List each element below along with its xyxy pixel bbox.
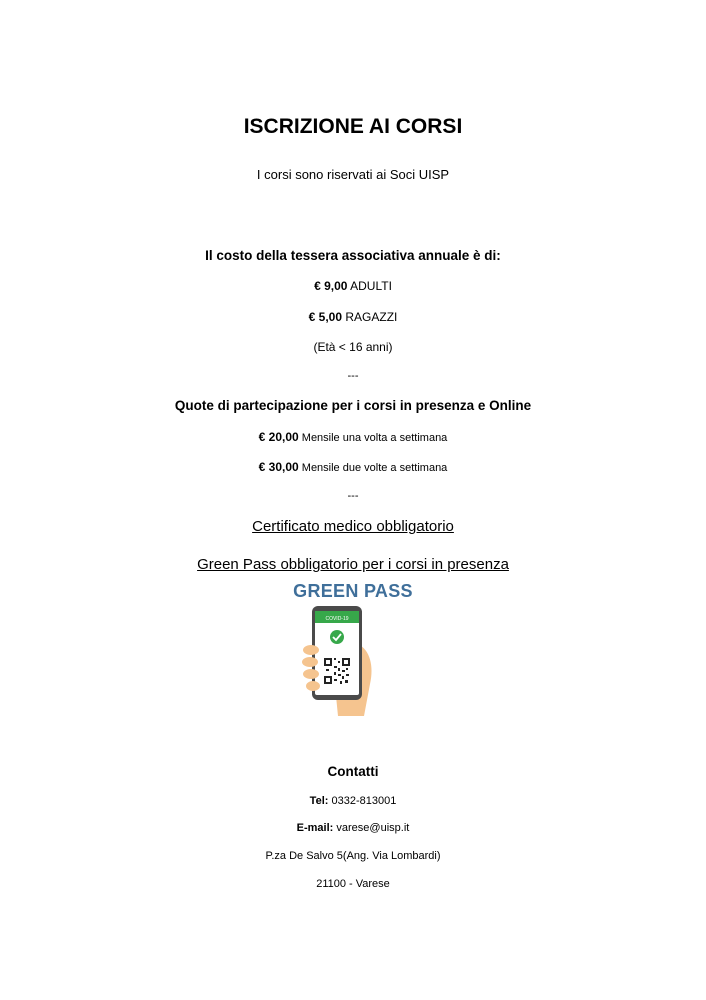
contact-city: 21100 - Varese — [316, 878, 390, 890]
membership-heading: Il costo della tessera associativa annuale è di: — [205, 248, 501, 263]
page-title: ISCRIZIONE AI CORSI — [243, 115, 463, 138]
fee-desc: Mensile due volte a settimana — [298, 462, 448, 474]
youth-label: RAGAZZI — [342, 310, 398, 324]
green-pass-notice: Green Pass obbligatorio per i corsi in presenza — [197, 556, 509, 573]
contact-address: P.za De Salvo 5(Ang. Via Lombardi) — [265, 850, 441, 862]
fee-desc: Mensile una volta a settimana — [298, 432, 448, 444]
youth-price-line — [0, 310, 706, 324]
separator-2: --- — [347, 490, 359, 502]
adult-price-line — [0, 279, 706, 293]
fee-price: € 30,00 — [258, 460, 299, 474]
email-label: E-mail: — [296, 822, 334, 834]
fee-item-2 — [0, 460, 706, 474]
adult-price: € 9,00 — [314, 279, 348, 293]
fee-price: € 20,00 — [258, 430, 299, 444]
contacts-heading: Contatti — [327, 764, 379, 779]
email-value: varese@uisp.it — [333, 822, 410, 834]
screen-label: COVID-19 — [325, 616, 349, 622]
youth-price: € 5,00 — [308, 310, 343, 324]
contact-email — [0, 822, 706, 834]
phone-value: 0332-813001 — [328, 795, 397, 807]
phone-label: Tel: — [309, 795, 329, 807]
adult-label: ADULTI — [347, 279, 392, 293]
subtitle: I corsi sono riservati ai Soci UISP — [256, 167, 450, 182]
separator-1: --- — [347, 370, 359, 382]
medical-certificate-notice: Certificato medico obbligatorio — [252, 518, 454, 535]
youth-note: (Età < 16 anni) — [313, 340, 393, 354]
green-pass-phone-icon — [298, 604, 376, 716]
fees-heading: Quote di partecipazione per i corsi in presenza e Online — [174, 398, 532, 413]
fee-item-1 — [0, 430, 706, 444]
contact-phone — [0, 795, 706, 807]
green-pass-title: GREEN PASS — [293, 581, 413, 601]
